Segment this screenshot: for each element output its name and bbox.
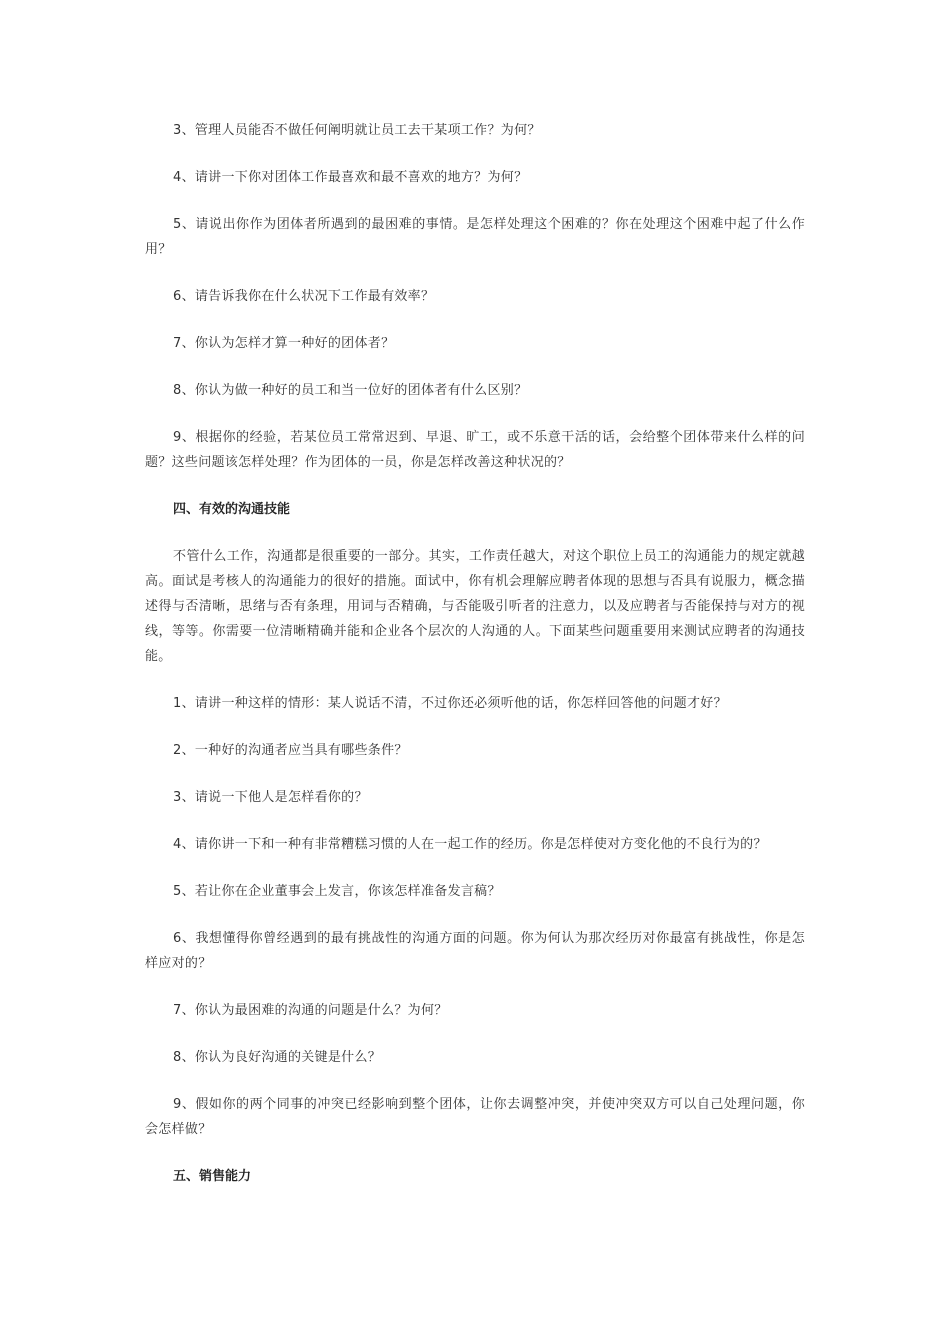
document-page [145, 118, 805, 1211]
question-item: 1、请讲一种这样的情形：某人说话不清，不过你还必须听他的话，你怎样回答他的问题才好？ [173, 696, 727, 711]
question-item: 5、若让你在企业董事会上发言，你该怎样准备发言稿？ [173, 884, 501, 899]
section-heading-sales: 五、销售能力 [173, 1169, 252, 1184]
question-item: 6、请告诉我你在什么状况下工作最有效率？ [173, 289, 435, 304]
section-intro-paragraph: 不管什么工作，沟通都是很重要的一部分。其实，工作责任越大，对这个职位上员工的沟通能力的规定就越高。面试是考核人的沟通能力的很好的措施。面试中，你有机会理解应聘者体现的思想与否具有说服力，概念描述得与否清晰，思绪与否有条理，用词与否精确，与否能吸引听者的注意力，以及应聘者与否能保持与对方的视线，等等。你需要一位清晰精确并能和企业各个层次的人沟通的人。下面某些问题重要用来测试应聘者的沟通技能。 [145, 549, 805, 664]
question-item: 4、请你讲一下和一种有非常糟糕习惯的人在一起工作的经历。你是怎样使对方变化他的不良行为的？ [173, 837, 767, 852]
question-item: 3、管理人员能否不做任何阐明就让员工去干某项工作？为何？ [173, 123, 541, 138]
question-item: 9、根据你的经验，若某位员工常常迟到、早退、旷工，或不乐意干活的话，会给整个团体带来什么样的问题？这些问题该怎样处理？作为团体的一员，你是怎样改善这种状况的？ [145, 430, 805, 470]
question-item: 8、你认为做一种好的员工和当一位好的团体者有什么区别？ [173, 383, 528, 398]
question-item: 9、假如你的两个同事的冲突已经影响到整个团体，让你去调整冲突，并使冲突双方可以自己处理问题，你会怎样做？ [145, 1097, 805, 1137]
question-item: 7、你认为怎样才算一种好的团体者？ [173, 336, 395, 351]
section-heading-communication: 四、有效的沟通技能 [173, 502, 291, 517]
question-item: 4、请讲一下你对团体工作最喜欢和最不喜欢的地方？为何？ [173, 170, 528, 185]
question-item: 2、一种好的沟通者应当具有哪些条件？ [173, 743, 408, 758]
question-item: 5、请说出你作为团体者所遇到的最困难的事情。是怎样处理这个困难的？你在处理这个困难中起了什么作用？ [145, 217, 805, 257]
question-item: 8、你认为良好沟通的关键是什么？ [173, 1050, 382, 1065]
question-item: 6、我想懂得你曾经遇到的最有挑战性的沟通方面的问题。你为何认为那次经历对你最富有挑战性，你是怎样应对的？ [145, 931, 805, 971]
question-item: 3、请说一下他人是怎样看你的？ [173, 790, 368, 805]
question-item: 7、你认为最困难的沟通的问题是什么？为何？ [173, 1003, 448, 1018]
